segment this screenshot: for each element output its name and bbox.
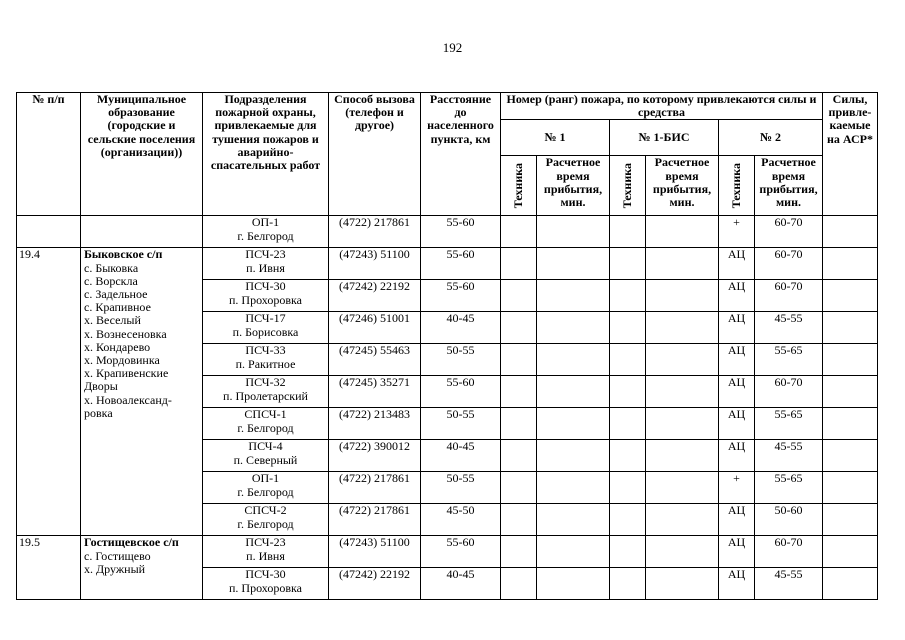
header-eta-2: Расчетное время прибытия, мин. [755,156,823,216]
unit-cell: СПСЧ-2 г. Белгород [203,504,329,536]
distance-cell: 55-60 [421,280,501,312]
fire-resources-table [16,92,878,600]
distance-cell: 45-50 [421,504,501,536]
rank2-tech-cell: АЦ [719,312,755,344]
header-asr: Силы, привле-каемые на АСР* [823,93,878,216]
header-rank-2: № 2 [719,120,823,156]
rank2-tech-cell: + [719,472,755,504]
phone-cell: (47243) 51100 [329,248,421,280]
header-rank-1bis: № 1-БИС [610,120,719,156]
unit-cell: ПСЧ-30 п. Прохоровка [203,280,329,312]
rank2-tech-cell: АЦ [719,440,755,472]
header-fire-rank: Номер (ранг) пожара, по которому привлекаются силы и средства [501,93,823,120]
header-tech-1bis: Техника [610,156,646,216]
unit-cell: ПСЧ-33 п. Ракитное [203,344,329,376]
unit-cell: ОП-1 г. Белгород [203,472,329,504]
table-row [17,536,878,568]
header-call-method: Способ вызова (телефон и другое) [329,93,421,216]
rank2-eta-cell: 60-70 [755,280,823,312]
phone-cell: (47242) 22192 [329,280,421,312]
rank2-tech-cell: + [719,216,755,248]
distance-cell: 55-60 [421,376,501,408]
distance-cell: 40-45 [421,568,501,600]
unit-cell: ПСЧ-32 п. Пролетарский [203,376,329,408]
distance-cell: 40-45 [421,312,501,344]
rank2-eta-cell: 50-60 [755,504,823,536]
rank2-eta-cell: 60-70 [755,376,823,408]
header-units: Подразделения пожарной охраны, привлекаемые для тушения пожаров и аварийно-спасательных работ [203,93,329,216]
unit-cell: ПСЧ-30 п. Прохоровка [203,568,329,600]
phone-cell: (47245) 35271 [329,376,421,408]
phone-cell: (47242) 22192 [329,568,421,600]
rank2-tech-cell: АЦ [719,344,755,376]
header-rank-1: № 1 [501,120,610,156]
rank2-eta-cell: 55-65 [755,408,823,440]
header-municipality: Муниципальное образование (городские и сельские поселения (организации)) [81,93,203,216]
distance-cell: 55-60 [421,216,501,248]
phone-cell: (4722) 217861 [329,504,421,536]
rank2-eta-cell: 55-65 [755,472,823,504]
distance-cell: 55-60 [421,248,501,280]
unit-cell: ПСЧ-17 п. Борисовка [203,312,329,344]
row-number: 19.4 [17,248,81,536]
distance-cell: 40-45 [421,440,501,472]
unit-cell: СПСЧ-1 г. Белгород [203,408,329,440]
rank2-eta-cell: 45-55 [755,440,823,472]
unit-cell: ПСЧ-23 п. Ивня [203,536,329,568]
rank2-eta-cell: 45-55 [755,312,823,344]
municipality-cell: Быковское с/п с. Быковка с. Ворскла с. Задельное с. Крапивное х. Веселый х. Вознесеновка х. Кондарево х. Мордовинка х. Крапивенские Дворы х. Новоалександ-ровка [81,248,203,536]
header-num: № п/п [17,93,81,216]
header-eta-1: Расчетное время прибытия, мин. [537,156,610,216]
unit-cell: ПСЧ-23 п. Ивня [203,248,329,280]
rank2-tech-cell: АЦ [719,504,755,536]
phone-cell: (4722) 217861 [329,216,421,248]
page-number: 192 [442,40,463,55]
phone-cell: (4722) 213483 [329,408,421,440]
unit-cell: ПСЧ-4 п. Северный [203,440,329,472]
table-row [17,248,878,280]
rank2-eta-cell: 55-65 [755,344,823,376]
rank2-tech-cell: АЦ [719,280,755,312]
unit-cell: ОП-1 г. Белгород [203,216,329,248]
rank2-tech-cell: АЦ [719,248,755,280]
phone-cell: (47246) 51001 [329,312,421,344]
rank2-tech-cell: АЦ [719,408,755,440]
distance-cell: 50-55 [421,472,501,504]
header-eta-1bis: Расчетное время прибытия, мин. [646,156,719,216]
header-tech-2: Техника [719,156,755,216]
distance-cell: 50-55 [421,408,501,440]
rank2-eta-cell: 45-55 [755,568,823,600]
phone-cell: (47245) 55463 [329,344,421,376]
distance-cell: 50-55 [421,344,501,376]
rank2-eta-cell: 60-70 [755,536,823,568]
phone-cell: (4722) 390012 [329,440,421,472]
rank2-tech-cell: АЦ [719,536,755,568]
row-number: 19.5 [17,536,81,600]
rank2-eta-cell: 60-70 [755,248,823,280]
table-row [17,216,878,248]
phone-cell: (4722) 217861 [329,472,421,504]
header-distance: Расстояние до населенного пункта, км [421,93,501,216]
rank2-eta-cell: 60-70 [755,216,823,248]
rank2-tech-cell: АЦ [719,568,755,600]
municipality-cell: Гостищевское с/п с. Гостищево х. Дружный [81,536,203,600]
phone-cell: (47243) 51100 [329,536,421,568]
rank2-tech-cell: АЦ [719,376,755,408]
header-tech-1: Техника [501,156,537,216]
distance-cell: 55-60 [421,536,501,568]
